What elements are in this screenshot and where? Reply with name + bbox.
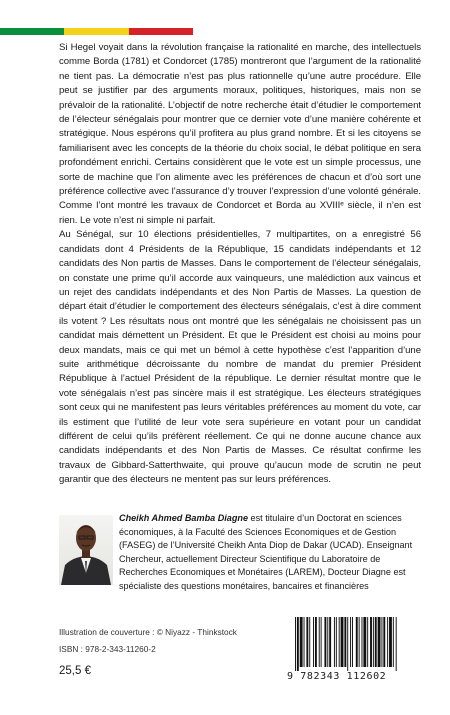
barcode-bar <box>344 617 346 667</box>
author-bio <box>119 512 421 594</box>
barcode-bar <box>336 617 337 667</box>
barcode-bar <box>367 617 368 667</box>
senegal-flag-stripe <box>0 28 193 35</box>
barcode-bar <box>375 617 377 667</box>
cover-illustration-credit: Illustration de couverture : © Niyazz - Thinkstock <box>59 627 237 637</box>
isbn-number: ISBN : 978-2-343-11260-2 <box>59 644 156 654</box>
barcode-bar <box>304 617 305 667</box>
barcode-bar <box>378 617 381 667</box>
barcode-bar <box>370 617 372 667</box>
isbn-barcode <box>287 617 423 687</box>
barcode-bar <box>315 617 317 667</box>
back-cover-text <box>59 41 421 488</box>
flag-yellow-band <box>64 28 128 35</box>
barcode-bar <box>309 617 310 667</box>
barcode-bar <box>350 617 351 667</box>
barcode-bar <box>381 617 382 667</box>
barcode-bar <box>319 617 320 667</box>
flag-red-band <box>129 28 193 35</box>
barcode-digits: 9 782343 112602 <box>287 671 387 682</box>
flag-green-band <box>0 28 64 35</box>
barcode-bar <box>300 617 303 667</box>
barcode-bar <box>359 617 360 667</box>
barcode-bars <box>287 617 423 671</box>
barcode-bar <box>347 617 348 671</box>
barcode-bar <box>356 617 358 667</box>
barcode-bar <box>383 617 385 667</box>
book-price: 25,5 € <box>59 665 91 677</box>
barcode-bar <box>339 617 340 667</box>
barcode-bar <box>363 617 366 667</box>
barcode-bar <box>373 617 374 667</box>
barcode-bar <box>329 617 331 667</box>
author-photo <box>59 515 113 585</box>
barcode-bar <box>334 617 335 667</box>
author-name: Cheikh Ahmed Bamba Diagne <box>119 513 249 523</box>
barcode-bar <box>295 617 296 671</box>
barcode-bar <box>389 617 392 667</box>
barcode-bar <box>352 617 353 667</box>
barcode-bar <box>393 617 394 667</box>
barcode-bar <box>321 617 322 667</box>
barcode-bar <box>362 617 363 667</box>
barcode-bar <box>396 617 397 671</box>
barcode-bar <box>306 617 308 667</box>
barcode-bar <box>297 617 299 671</box>
author-bio-text: est titulaire d’un Doctorat en sciences économiques, à la Faculté des Sciences Economiques et de Gestion (FASEG) de l’Université Cheikh Anta Diop de Dakar (UCAD). Enseignant Chercheur, actuellement Directeur Scientifique du Laboratoire de Recherches Economiques et Monétaires (LAREM), Docteur Diagne est spécialiste des questions monétaires, bancaires et financières <box>119 513 413 591</box>
barcode-bar <box>324 617 326 667</box>
paragraph-2: Au Sénégal, sur 10 élections présidentielles, 7 multipartites, on a enregistré 56 candidats dont 4 Présidents de la République, 15 candidats indépendants et 12 candidats des Non partis de Masses. Dans le comportement de l’électeur sénégalais, on constate une prime qu’il accorde aux vainqueurs, une malédiction aux vaincus et un rejet des candidats indépendants et des Non Partis de Masses. La question de départ était d’étudier le comportement des électeurs sénégalais, c’est à dire comment ils votent ? Les résultats nous ont montré que les sénégalais ne choisissent pas un candidat mais démettent un Président. Et que le Président est choisi au moins pour deux mandats, mais ce qui met un bémol à cette hypothèse c’est l’apparition d’une suite arithmétique décroissante du nombre de mandat du premier Président République à l’actuel Président de la république. Le dernier résultat montre que le vote sénégalais n’est pas sincère mais il est stratégique. Les électeurs stratégiques sont ceux qui ne manifestent pas leurs véritables préférences au moment du vote, car ils estiment que l’utilité de leur vote sera supérieure en votant pour un candidat différent de celui qu’ils préfèrent réellement. Ce qui ne donne aucune chance aux candidats indépendants et des Non Partis de Masses. Ce résultat confirme les travaux de Gibbard-Satterthwaite, qui prouve qu’aucun mode de scrutin ne peut garantir que des électeurs ne mentent pas sur leurs préférences. <box>59 229 421 486</box>
paragraph-1: Si Hegel voyait dans la révolution française la rationalité en marche, des intellectuels comme Borda (1781) et Condorcet (1785) montreront que l’argument de la rationalité ne tient pas. La démocratie n’est pas plus rationnelle qu’une autre procédure. Elle peut se justifier par des arguments moraux, politiques, historiques, mais non se prévaloir de la rationalité. L’objectif de notre recherche était d’étudier le comportement de l’électeur sénégalais pour montrer que ce dernier vote d’une manière cohérente et stratégique. Nous espérons qu’il profitera au plus grand nombre. Et si les citoyens se familiarisent avec les concepts de la théorie du choix social, le débat politique en sera profondément enrichi. Certains considèrent que le vote est un simple processus, une sorte de machine que l’on alimente avec les préférences de chacun et d’où sort une préférence collective avec l’assurance d’y trouver l’expression d’une volonté générale. Comme l’ont montré les travaux de Condorcet et Borda au XVIIIᵉ siècle, il n’en est rien. Le vote n’est ni simple ni parfait. <box>59 42 421 226</box>
barcode-bar <box>327 617 328 667</box>
barcode-bar <box>341 617 344 667</box>
barcode-bar <box>313 617 314 667</box>
barcode-bar <box>387 617 388 667</box>
